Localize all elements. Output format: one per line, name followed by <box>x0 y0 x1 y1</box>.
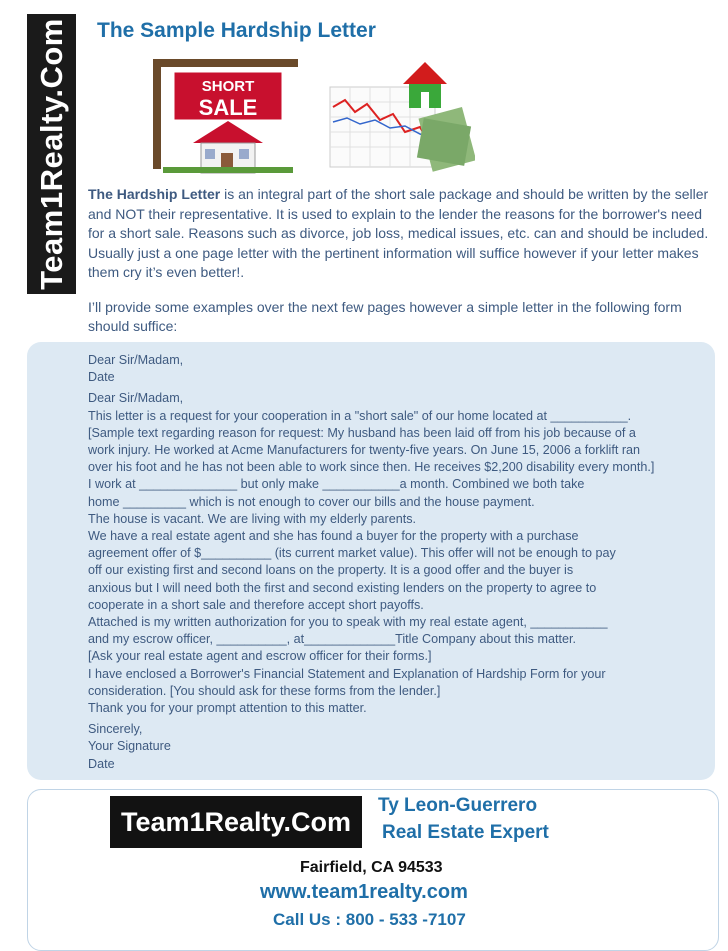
intro-paragraph <box>88 185 718 283</box>
intro-bold-term: The Hardship Letter <box>88 186 221 202</box>
house-money-chart-image <box>325 52 475 174</box>
logo-text: Team1Realty.Com <box>33 18 69 290</box>
letter-line: off our existing first and second loans on the property. It is a good offer and the buyer is <box>88 563 574 578</box>
website-link[interactable]: www.team1realty.com <box>260 881 468 903</box>
intro-text: is an integral part of the short sale package and should be written by the seller and NOT their representative. It is used to explain to the lender the reasons for the borrower's need for a short sale. Reasons such as divorce, job loss, medical issues, etc. can and should be included. Usually just a one page letter with the pertinent information will suffice however if your letter makes them cry it’s even better!. <box>88 186 709 280</box>
letter-line: [Sample text regarding reason for request: My husband has been laid off from his job because of a <box>88 425 636 440</box>
letter-line: Dear Sir/Madam, <box>88 391 184 406</box>
letter-line: home _________ which is not enough to cover our bills and the house payment. <box>88 494 535 509</box>
intro-second-paragraph: I’ll provide some examples over the next few pages however a simple letter in the following form should suffice: <box>88 299 682 334</box>
letter-line: cooperate in a short sale and therefore accept short payoffs. <box>88 597 424 612</box>
letter-line: [Ask your real estate agent and escrow officer for their forms.] <box>88 649 432 664</box>
page-title: The Sample Hardship Letter <box>97 19 376 42</box>
letter-line: Date <box>88 756 115 771</box>
letter-line: Date <box>88 370 115 385</box>
letter-line: Sincerely, <box>88 722 143 737</box>
svg-text:SALE: SALE <box>198 95 258 120</box>
letter-line: over his foot and he has not been able to work since then. He receives $2,200 disability every month.] <box>88 460 655 475</box>
letter-line: We have a real estate agent and she has found a buyer for the property with a purchase <box>88 529 579 544</box>
sample-letter <box>88 352 718 773</box>
letter-line: I work at ______________ but only make ___________a month. Combined we both take <box>88 477 585 492</box>
company-logo-vertical <box>27 14 76 294</box>
letter-line: Thank you for your prompt attention to this matter. <box>88 701 367 716</box>
letter-line: Dear Sir/Madam, <box>88 353 184 367</box>
letter-line: work injury. He worked at Acme Manufacturers for twenty-five years. On June 15, 2006 a forklift ran <box>88 443 641 458</box>
phone-number: Call Us : 800 - 533 -7107 <box>273 910 466 929</box>
svg-text:SHORT: SHORT <box>201 78 255 95</box>
letter-line: and my escrow officer, __________, at_____________Title Company about this matter. <box>88 632 576 647</box>
agent-role: Real Estate Expert <box>382 822 549 843</box>
letter-line: anxious but I will need both the first and second existing lenders on the property to agree to <box>88 580 597 595</box>
letter-line: The house is vacant. We are living with my elderly parents. <box>88 511 417 526</box>
letter-line: consideration. [You should ask for these forms from the lender.] <box>88 683 441 698</box>
letter-line: I have enclosed a Borrower's Financial Statement and Explanation of Hardship Form for your <box>88 666 606 681</box>
footer-logo-text: Team1Realty.Com <box>120 806 352 837</box>
letter-line: Your Signature <box>88 739 171 754</box>
agent-city: Fairfield, CA 94533 <box>300 859 443 876</box>
footer-logo <box>110 796 362 848</box>
agent-name: Ty Leon-Guerrero <box>378 795 538 816</box>
letter-line: agreement offer of $__________ (its current market value). This offer will not be enough to pay <box>88 546 616 561</box>
short-sale-sign-image <box>133 55 303 175</box>
letter-line: Attached is my written authorization for you to speak with my real estate agent, ___________ <box>88 615 608 630</box>
letter-line: This letter is a request for your cooperation in a "short sale" of our home located at ___________. <box>88 408 632 423</box>
